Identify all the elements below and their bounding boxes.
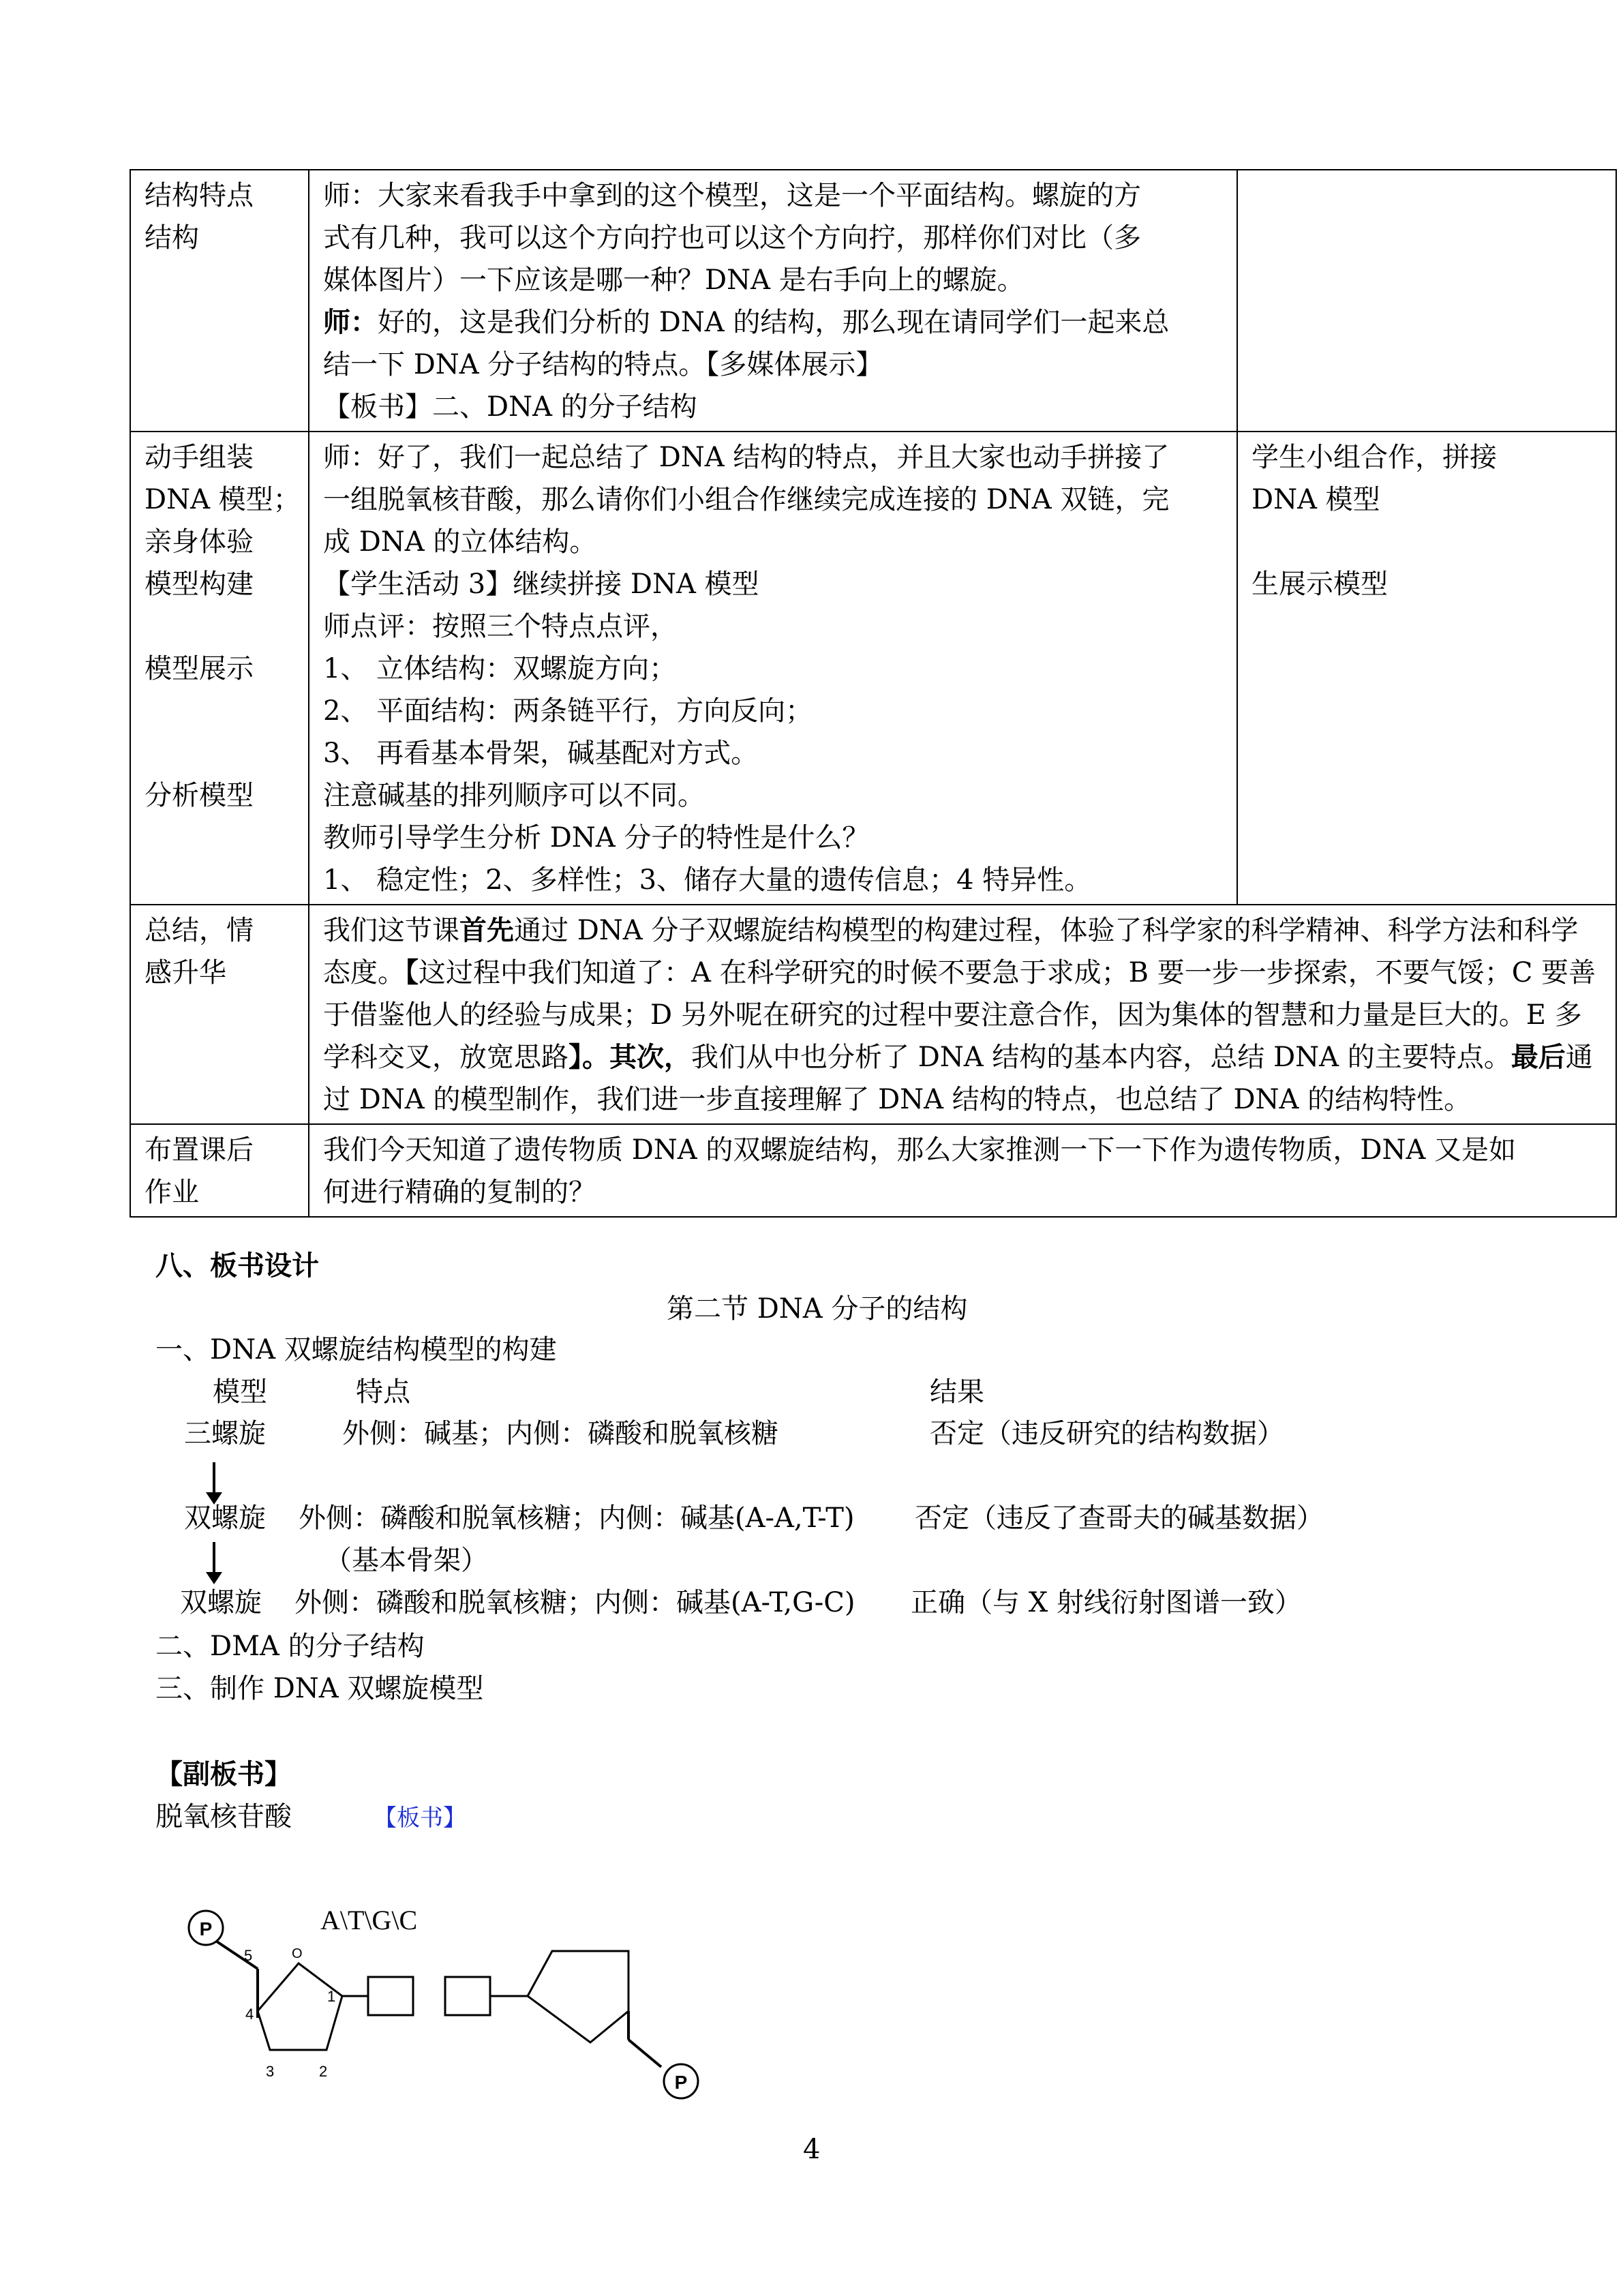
board-tag: 【板书】 xyxy=(374,1804,466,1832)
board-heading: 八、板书设计 xyxy=(155,1250,319,1282)
summary-bold: 首先 xyxy=(459,914,514,946)
model-2-feature: 外侧：磷酸和脱氧核糖；内侧：碱基(A-A,T-T) xyxy=(299,1502,855,1534)
sub-board-label: 脱氧核苷酸 xyxy=(155,1801,292,1832)
homework-cell xyxy=(309,1124,1616,1217)
content-line: 师点评：按照三个特点点评， xyxy=(323,611,678,642)
base-box-left xyxy=(368,1977,413,2015)
phosphate-label-left: P xyxy=(199,1918,213,1939)
carbon-number: 2 xyxy=(319,2063,328,2080)
content-line: 【板书】二、DNA 的分子结构 xyxy=(323,391,697,423)
summary-bold: 最后 xyxy=(1511,1041,1566,1073)
activity-line: 学生小组合作，拼接 xyxy=(1252,442,1497,473)
content-line xyxy=(323,301,1223,344)
sub-board-heading: 【副板书】 xyxy=(155,1758,292,1790)
model-3-name: 双螺旋 xyxy=(180,1587,262,1618)
summary-bold: 】。其次， xyxy=(568,1041,691,1073)
model-2-note: （基本骨架） xyxy=(324,1545,488,1576)
down-arrow-icon xyxy=(213,1462,215,1495)
board-item-1: 一、DNA 双螺旋结构模型的构建 xyxy=(155,1334,557,1365)
content-line: 一组脱氧核苷酸，那么请你们小组合作继续完成连接的 DNA 双链，完 xyxy=(323,484,1170,515)
stage-label: 感升华 xyxy=(145,957,226,988)
teacher-prefix: 师： xyxy=(323,306,378,338)
content-line: 结一下 DNA 分子结构的特点。【多媒体展示】 xyxy=(323,349,883,380)
stage-cell xyxy=(130,1124,309,1217)
content-line: 媒体图片）一下应该是哪一种？DNA 是右手向上的螺旋。 xyxy=(323,265,1025,296)
content-cell xyxy=(309,432,1237,905)
activity-line: 生展示模型 xyxy=(1252,569,1388,600)
model-2-result: 否定（违反了查哥夫的碱基数据） xyxy=(915,1502,1324,1534)
content-line: 式有几种，我可以这个方向拧也可以这个方向拧，那样你们对比（多 xyxy=(323,222,1141,254)
board-item-2: 二、DMA 的分子结构 xyxy=(155,1631,425,1662)
stage-label: 布置课后 xyxy=(145,1134,254,1166)
table-row xyxy=(130,1124,1616,1217)
model-2-name: 双螺旋 xyxy=(184,1502,266,1534)
model-1-feature: 外侧：碱基；内侧：磷酸和脱氧核糖 xyxy=(342,1418,778,1449)
model-1-result: 否定（违反研究的结构数据） xyxy=(930,1418,1284,1449)
stage-label: 作业 xyxy=(145,1177,199,1208)
stage-label: 总结，情 xyxy=(145,915,254,946)
summary-cell xyxy=(309,905,1616,1124)
stage-label: 结构 xyxy=(145,222,199,254)
carbon-number: 3 xyxy=(266,2063,275,2080)
stage-cell xyxy=(130,170,309,432)
nucleotide-diagram xyxy=(170,1888,798,2134)
bond-line xyxy=(628,2040,661,2067)
col-result: 结果 xyxy=(930,1376,984,1408)
activity-line: DNA 模型 xyxy=(1252,484,1380,515)
stage-label: 结构特点 xyxy=(145,180,254,211)
stage-label: 亲身体验 xyxy=(145,526,254,558)
sugar-pentagon-left xyxy=(258,1963,342,2050)
stage-label: DNA 模型； xyxy=(145,484,301,515)
stage-label: 动手组装 xyxy=(145,442,254,473)
col-feature: 特点 xyxy=(356,1376,410,1408)
model-3-feature: 外侧：磷酸和脱氧核糖；内侧：碱基(A-T,G-C) xyxy=(294,1587,855,1618)
content-line: 我们今天知道了遗传物质 DNA 的双螺旋结构，那么大家推测一下一下作为遗传物质，DNA 又是如 xyxy=(323,1134,1517,1166)
col-model: 模型 xyxy=(213,1376,267,1408)
stage-label: 模型展示 xyxy=(145,653,254,684)
table-row xyxy=(130,432,1616,905)
base-box-right xyxy=(445,1977,490,2015)
activity-cell xyxy=(1237,170,1616,432)
table-row xyxy=(130,905,1616,1124)
content-line: 1、 立体结构：双螺旋方向； xyxy=(323,653,677,684)
content-line: 1、 稳定性；2、多样性；3、储存大量的遗传信息；4 特异性。 xyxy=(323,864,1092,896)
stage-label: 分析模型 xyxy=(145,780,254,811)
content-line: 【学生活动 3】继续拼接 DNA 模型 xyxy=(323,569,759,600)
stage-label: 模型构建 xyxy=(145,569,254,600)
summary-bold: 【 xyxy=(405,956,419,988)
content-line: 成 DNA 的立体结构。 xyxy=(323,526,597,558)
stage-cell xyxy=(130,905,309,1124)
page-number: 4 xyxy=(803,2134,821,2165)
carbon-number: 1 xyxy=(327,1988,336,2005)
board-item-3: 三、制作 DNA 双螺旋模型 xyxy=(155,1673,484,1704)
content-line: 师：好了，我们一起总结了 DNA 结构的特点，并且大家也动手拼接了 xyxy=(323,442,1170,473)
content-line: 教师引导学生分析 DNA 分子的特性是什么？ xyxy=(323,822,870,854)
summary-text: 我们从中也分析了 DNA 结构的基本内容，总结 DNA 的主要特点。 xyxy=(691,1042,1511,1073)
base-types-label: A\T\G\C xyxy=(320,1905,418,1935)
content-line: 3、 再看基本骨架，碱基配对方式。 xyxy=(323,738,759,769)
stage-cell xyxy=(130,432,309,905)
down-arrow-icon xyxy=(213,1542,215,1575)
table-row xyxy=(130,170,1616,432)
summary-text: 通过 DNA 分子双螺旋结构模型的构建过程，体验了科学家的科学精神、科学方法和科学态度。 xyxy=(323,915,1579,988)
content-cell xyxy=(309,170,1237,432)
summary-text: 这过程中我们知道了：A 在科学研究的时候不要急于求成；B 要一步一步探索，不要气馁；C 要善于借鉴他人的经验与成果；D 另外呢在研究的过程中要注意合作，因为集体的智慧和力量是巨大的。E 多学科交叉，放宽思路 xyxy=(323,957,1596,1073)
oxygen-mark: O xyxy=(292,1946,303,1961)
carbon-number: 5 xyxy=(244,1947,253,1964)
summary-text: 我们这节课 xyxy=(323,915,459,946)
lesson-table xyxy=(130,169,1617,1218)
content-line: 注意碱基的排列顺序可以不同。 xyxy=(323,780,705,811)
carbon-number: 4 xyxy=(245,2006,254,2023)
activity-cell xyxy=(1237,432,1616,905)
phosphate-label-right: P xyxy=(674,2072,688,2093)
model-3-result: 正确（与 X 射线衍射图谱一致） xyxy=(911,1587,1302,1618)
content-text: 好的，这是我们分析的 DNA 的结构，那么现在请同学们一起来总 xyxy=(378,307,1170,338)
board-title: 第二节 DNA 分子的结构 xyxy=(667,1293,968,1325)
sugar-pentagon-right xyxy=(528,1951,628,2042)
model-1-name: 三螺旋 xyxy=(184,1418,266,1449)
content-line: 师：大家来看我手中拿到的这个模型，这是一个平面结构。螺旋的方 xyxy=(323,180,1141,211)
content-line: 何进行精确的复制的？ xyxy=(323,1177,596,1208)
summary-text: 通过 DNA 的模型制作，我们进一步直接理解了 DNA 结构的特点，也总结了 DNA 的结构特性。 xyxy=(323,1042,1593,1115)
content-line: 2、 平面结构：两条链平行，方向反向； xyxy=(323,695,813,727)
